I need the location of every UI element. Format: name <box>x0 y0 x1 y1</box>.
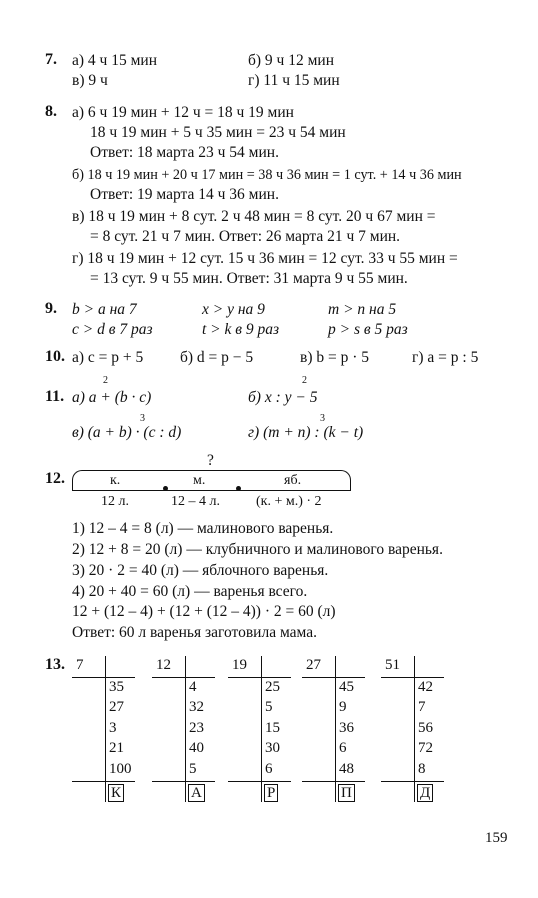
chain-value: 6 <box>265 760 273 777</box>
chain-value: 72 <box>418 740 433 756</box>
problem-11-g: г) (m + n) : (k − t) <box>248 424 364 441</box>
chain-value: 42 <box>418 678 433 695</box>
problem-9-r2c2: t > k в 9 раз <box>202 321 280 338</box>
table-header-rule <box>381 677 444 678</box>
problem-9-r1c1: b > a на 7 <box>72 301 137 318</box>
page-number: 159 <box>485 830 508 846</box>
diagram-label-k: к. <box>110 473 121 488</box>
problem-8-line: б) 18 ч 19 мин + 20 ч 17 мин = 38 ч 36 мин = 1 сут. + 14 ч 36 мин <box>72 167 462 183</box>
diagram-label-yab: яб. <box>284 473 302 488</box>
table-header-rule <box>152 677 215 678</box>
problem-10-b: б) d = p − 5 <box>180 349 254 366</box>
answer-letter-box: П <box>338 784 355 802</box>
problem-8-answer: Ответ: 18 марта 23 ч 54 мин. <box>90 144 279 161</box>
chain-value: 36 <box>339 719 354 736</box>
problem-12-line: 3) 20 · 2 = 40 (л) — яблочного варенья. <box>72 562 329 579</box>
diagram-question-mark: ? <box>207 452 214 469</box>
problem-11-b: б) x : y − 5 <box>248 389 318 406</box>
answer-letter-box: А <box>188 784 205 802</box>
chain-value: 45 <box>339 678 354 695</box>
order-mark: 3 <box>140 413 145 424</box>
chain-value: 23 <box>189 719 204 736</box>
answer-letter <box>338 784 355 803</box>
problem-10-v: в) b = p · 5 <box>300 349 370 366</box>
table-vertical-line <box>414 656 415 802</box>
answer-letter <box>417 784 433 803</box>
problem-11-v: в) (a + b) · (c : d) <box>72 424 182 441</box>
chain-value: 5 <box>189 760 197 777</box>
problem-12-line: 4) 20 + 40 = 60 (л) — варенья всего. <box>72 583 308 600</box>
chain-value: 100 <box>109 760 132 777</box>
chain-value: 35 <box>109 678 124 695</box>
problem-7-a: а) 4 ч 15 мин <box>72 52 157 69</box>
chain-value: 40 <box>189 740 204 756</box>
chain-start-value: 27 <box>306 657 321 673</box>
problem-12-line: 2) 12 + 8 = 20 (л) — клубничного и малинового варенья. <box>72 541 443 558</box>
problem-10-number: 10. <box>45 348 65 365</box>
order-mark: 2 <box>302 375 307 386</box>
problem-8-line: г) 18 ч 19 мин + 12 сут. 15 ч 36 мин = 12 сут. 33 ч 55 мин = <box>72 250 458 267</box>
problem-8-line: 18 ч 19 мин + 5 ч 35 мин = 23 ч 54 мин <box>90 124 346 141</box>
diagram-bottom-m: 12 – 4 л. <box>171 494 220 509</box>
table-header-rule <box>302 677 365 678</box>
problem-7-v: в) 9 ч <box>72 72 108 89</box>
answer-letter <box>188 784 205 803</box>
table-result-rule <box>381 781 444 782</box>
chain-value: 7 <box>418 699 426 715</box>
problem-7-g: г) 11 ч 15 мин <box>248 72 340 89</box>
problem-12-answer: Ответ: 60 л варенья заготовила мама. <box>72 624 317 641</box>
problem-10-a: а) c = p + 5 <box>72 349 144 366</box>
table-header-rule <box>228 677 291 678</box>
table-result-rule <box>152 781 215 782</box>
diagram-bottom-k: 12 л. <box>101 494 129 509</box>
diagram-label-m: м. <box>193 473 206 488</box>
problem-8-line: в) 18 ч 19 мин + 8 сут. 2 ч 48 мин = 8 сут. 20 ч 67 мин = <box>72 208 436 225</box>
chain-value: 30 <box>265 740 280 756</box>
chain-value: 32 <box>189 699 204 715</box>
table-vertical-line <box>185 656 186 802</box>
chain-value: 15 <box>265 719 280 736</box>
problem-8-line: = 13 сут. 9 ч 55 мин. Ответ: 31 марта 9 ч 55 мин. <box>90 270 408 287</box>
problem-8-answer: Ответ: 19 марта 14 ч 36 мин. <box>90 186 279 203</box>
chain-value: 4 <box>189 678 197 695</box>
problem-7-b: б) 9 ч 12 мин <box>248 52 334 69</box>
chain-start-value: 19 <box>232 657 247 673</box>
problem-12-number: 12. <box>45 470 65 487</box>
table-result-rule <box>228 781 291 782</box>
problem-11-a: а) a + (b · c) <box>72 389 152 406</box>
problem-8-line: а) 6 ч 19 мин + 12 ч = 18 ч 19 мин <box>72 104 294 121</box>
problem-13-number: 13. <box>45 656 65 673</box>
diagram-bottom-yab: (к. + м.) · 2 <box>256 494 322 509</box>
answer-letter-box: Д <box>417 784 433 802</box>
chain-value: 5 <box>265 699 273 715</box>
chain-start-value: 51 <box>385 657 400 673</box>
problem-8-number: 8. <box>45 103 57 120</box>
problem-9-r1c3: m > n на 5 <box>328 301 397 318</box>
chain-value: 27 <box>109 699 124 715</box>
answer-letter-box: Р <box>264 784 278 802</box>
problem-7-number: 7. <box>45 51 57 68</box>
problem-9-r1c2: x > y на 9 <box>202 301 265 318</box>
chain-value: 25 <box>265 678 280 695</box>
problem-8-line: = 8 сут. 21 ч 7 мин. Ответ: 26 марта 21 ч 7 мин. <box>90 228 401 245</box>
answer-letter <box>264 784 278 803</box>
chain-value: 9 <box>339 699 347 715</box>
chain-value: 6 <box>339 740 347 756</box>
chain-value: 56 <box>418 719 433 736</box>
diagram-tick <box>236 486 241 491</box>
table-vertical-line <box>105 656 106 802</box>
problem-9-number: 9. <box>45 300 57 317</box>
problem-10-g: г) a = p : 5 <box>412 349 479 366</box>
chain-value: 8 <box>418 760 426 777</box>
table-result-rule <box>72 781 135 782</box>
diagram-tick <box>163 486 168 491</box>
problem-12-line: 12 + (12 – 4) + (12 + (12 – 4)) · 2 = 60 (л) <box>72 603 336 620</box>
answer-letter-box: К <box>108 784 124 802</box>
problem-9-r2c3: p > s в 5 раз <box>328 321 408 338</box>
table-header-rule <box>72 677 135 678</box>
table-result-rule <box>302 781 365 782</box>
table-vertical-line <box>261 656 262 802</box>
chain-start-value: 7 <box>76 657 84 673</box>
order-mark: 3 <box>320 413 325 424</box>
answer-letter <box>108 784 124 803</box>
chain-start-value: 12 <box>156 657 171 673</box>
problem-11-number: 11. <box>45 388 65 405</box>
chain-value: 48 <box>339 760 354 777</box>
problem-9-r2c1: c > d в 7 раз <box>72 321 153 338</box>
problem-12-line: 1) 12 – 4 = 8 (л) — малинового варенья. <box>72 520 334 537</box>
chain-value: 21 <box>109 740 124 756</box>
order-mark: 2 <box>103 375 108 386</box>
table-vertical-line <box>335 656 336 802</box>
chain-value: 3 <box>109 719 117 736</box>
